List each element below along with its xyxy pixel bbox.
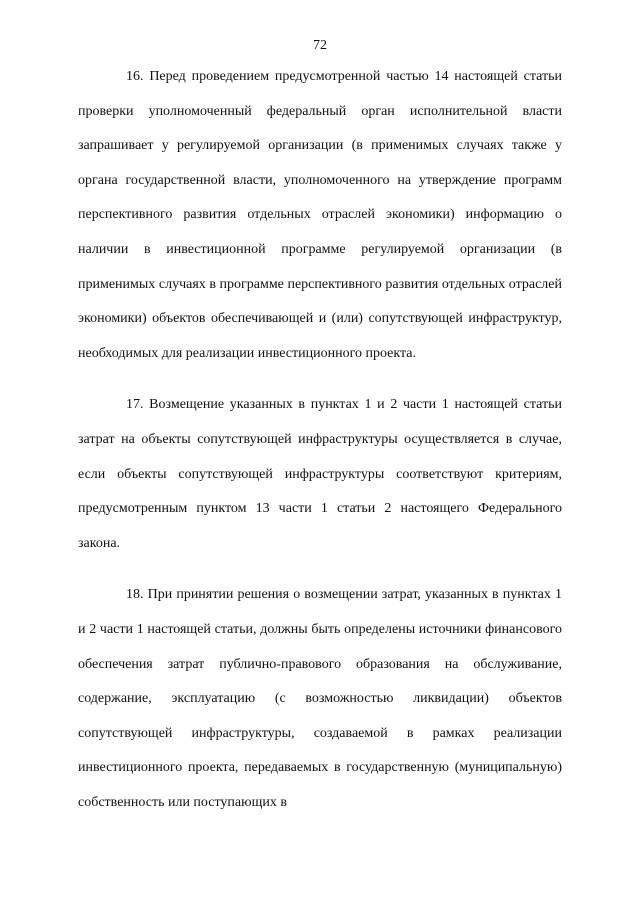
paragraph-17: 17. Возмещение указанных в пунктах 1 и 2 части 1 настоящей статьи затрат на объекты сопутствующей инфраструктуры осуществляется в случае, если объекты сопутствующей инфраструктуры соответствуют критериям, предусмотренным пунктом 13 части 1 статьи 2 настоящего Федерального закона.	[78, 397, 562, 551]
paragraph-16: 16. Перед проведением предусмотренной частью 14 настоящей статьи проверки уполномоченный федеральный орган исполнительной власти запрашивает у регулируемой организации (в применимых случаях также у органа государственной власти, уполномоченного на утверждение программ перспективного развития отдельных отраслей экономики) информацию о наличии в инвестиционной программе регулируемой организации (в применимых случаях в программе перспективного развития отдельных отраслей экономики) объектов обеспечивающей и (или) сопутствующей инфраструктур, необходимых для реализации инвестиционного проекта.	[78, 69, 562, 361]
document-body	[78, 60, 562, 837]
paragraph-18: 18. При принятии решения о возмещении затрат, указанных в пунктах 1 и 2 части 1 настоящей статьи, должны быть определены источники финансового обеспечения затрат публично-правового образования на обслуживание, содержание, эксплуатацию (с возможностью ликвидации) объектов сопутствующей инфраструктуры, создаваемой в рамках реализации инвестиционного проекта, передаваемых в государственную (муниципальную) собственность или поступающих в	[78, 587, 562, 810]
page-number: 72	[313, 38, 327, 53]
